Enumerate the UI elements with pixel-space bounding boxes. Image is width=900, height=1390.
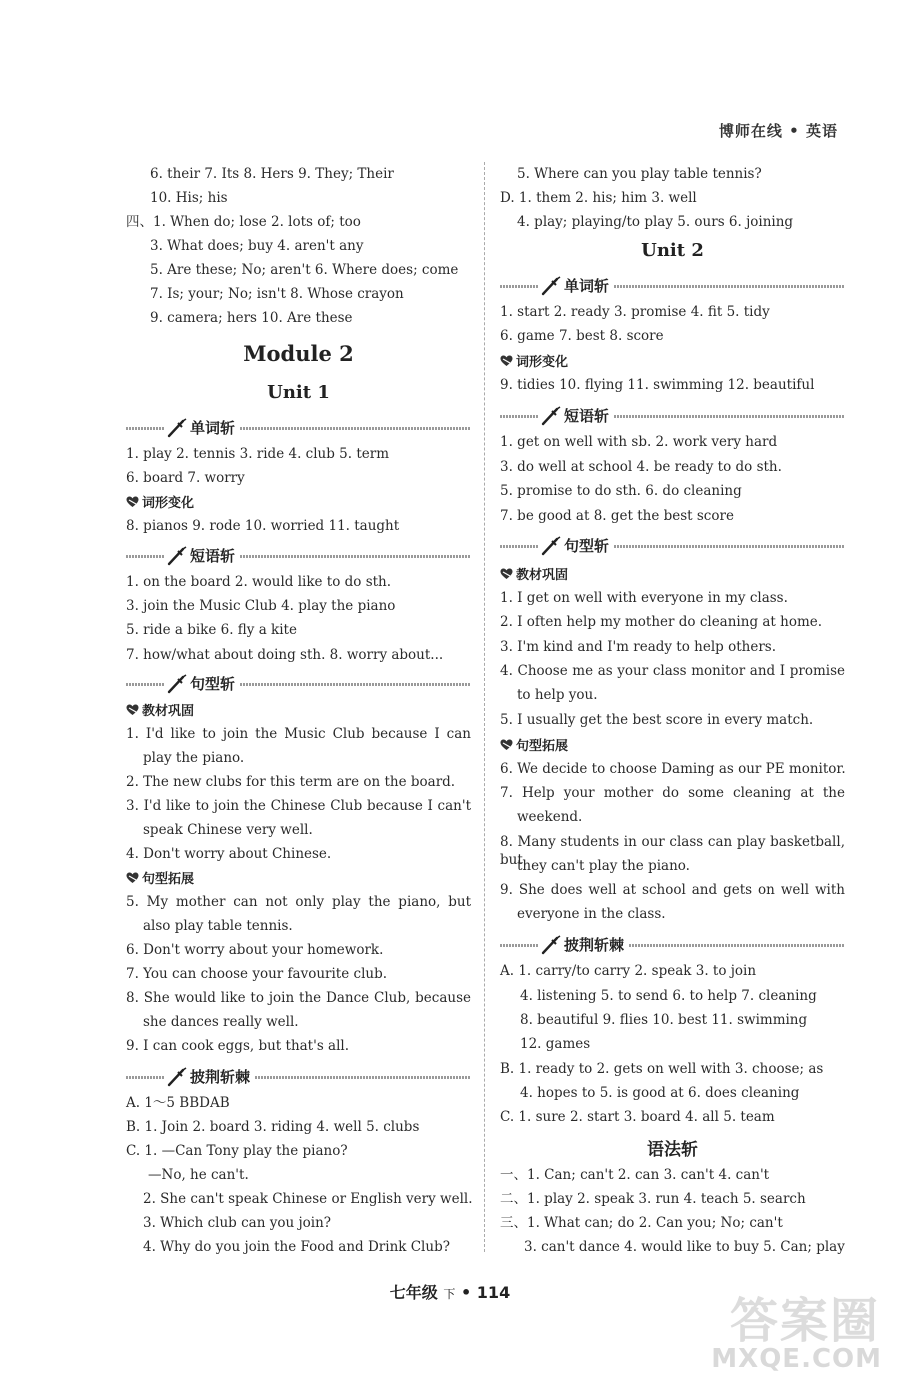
- grammar-heading: 语法斩: [647, 1140, 698, 1160]
- watermark: [711, 1282, 886, 1382]
- answer-line: 3. do well at school 4. be ready to do sth.: [500, 459, 782, 475]
- watermark-url: MXQE.COM: [711, 1344, 882, 1374]
- section-heading: [126, 545, 471, 567]
- answer-line: 4. Don't worry about Chinese.: [126, 846, 332, 862]
- subsection-heading: [126, 868, 194, 887]
- section-heading: [500, 535, 845, 557]
- answer-line: 7. how/what about doing sth. 8. worry about...: [126, 647, 444, 663]
- answer-line: 1. get on well with sb. 2. work very hard: [500, 434, 778, 450]
- section-label-text: 披荆斩棘: [564, 936, 625, 954]
- subsection-label: 教材巩固: [142, 704, 195, 719]
- heart-icon: [500, 739, 513, 751]
- section-heading: [126, 417, 471, 439]
- answer-line: she dances really well.: [143, 1014, 299, 1030]
- heart-icon: [126, 872, 139, 884]
- answer-line: 9. She does well at school and gets on well with: [500, 882, 845, 898]
- answer-line: 4. hopes to 5. is good at 6. does cleaning: [520, 1085, 800, 1101]
- footer-dot: •: [460, 1283, 472, 1302]
- answer-line: C. 1. sure 2. start 3. board 4. all 5. team: [500, 1109, 775, 1125]
- section-heading: [500, 405, 845, 427]
- header-dot: •: [789, 122, 800, 140]
- section-label: [164, 1066, 255, 1087]
- answer-line: 3. Which club can you join?: [143, 1215, 332, 1231]
- footer-grade: 七年级: [389, 1283, 438, 1302]
- header-subject: 英语: [805, 122, 838, 140]
- section-label: [164, 545, 240, 566]
- answer-line: 12. games: [520, 1036, 591, 1052]
- sword-icon: [540, 276, 562, 296]
- section-label: [538, 535, 614, 556]
- answer-line: 7. be good at 8. get the best score: [500, 508, 734, 524]
- answer-line: 9. camera; hers 10. Are these: [150, 310, 353, 326]
- page-number: 114: [476, 1283, 511, 1302]
- answer-line: to help you.: [517, 687, 598, 703]
- answer-line: 1. play 2. tennis 3. ride 4. club 5. term: [126, 446, 389, 462]
- subsection-heading: [500, 351, 568, 370]
- answer-line: 7. Is; your; No; isn't 8. Whose crayon: [150, 286, 404, 302]
- subsection-label: 句型拓展: [516, 739, 569, 754]
- section-label-text: 披荆斩棘: [190, 1068, 251, 1086]
- section-label-text: 单词斩: [564, 277, 610, 295]
- sword-icon: [166, 1067, 188, 1087]
- section-heading: [500, 934, 845, 956]
- answer-line: 9. tidies 10. flying 11. swimming 12. beautiful: [500, 377, 815, 393]
- answer-line: they can't play the piano.: [517, 858, 690, 874]
- subsection-heading: [126, 492, 194, 511]
- unit-title: Unit 2: [641, 240, 704, 261]
- answer-line: 8. pianos 9. rode 10. worried 11. taught: [126, 518, 400, 534]
- heart-icon: [126, 704, 139, 716]
- answer-line: 5. Are these; No; aren't 6. Where does; come: [150, 262, 459, 278]
- section-label: [164, 417, 240, 438]
- section-label: [538, 405, 614, 426]
- header-brand: 博师在线: [718, 122, 783, 140]
- subsection-label: 词形变化: [142, 496, 195, 511]
- answer-line: 8. Many students in our class can play basketball, but: [500, 834, 845, 868]
- answer-line: weekend.: [517, 809, 583, 825]
- module-title: Module 2: [243, 341, 354, 366]
- answer-line: 3. What does; buy 4. aren't any: [150, 238, 364, 254]
- answer-line: 2. She can't speak Chinese or English very well.: [143, 1191, 473, 1207]
- answer-line: 6. We decide to choose Daming as our PE monitor.: [500, 761, 846, 777]
- sword-icon: [540, 935, 562, 955]
- section-label-text: 单词斩: [190, 419, 236, 437]
- sword-icon: [540, 536, 562, 556]
- answer-line: D. 1. them 2. his; him 3. well: [500, 190, 697, 206]
- answer-line: 二、1. play 2. speak 3. run 4. teach 5. search: [500, 1191, 806, 1207]
- answer-line: 4. Why do you join the Food and Drink Club?: [143, 1239, 450, 1255]
- page-header: [719, 120, 838, 141]
- answer-line: C. 1. —Can Tony play the piano?: [126, 1143, 348, 1159]
- section-label-text: 句型斩: [564, 537, 610, 555]
- answer-line: 10. His; his: [150, 190, 228, 206]
- answer-line: 3. join the Music Club 4. play the piano: [126, 598, 396, 614]
- sword-icon: [166, 418, 188, 438]
- answer-line: 8. beautiful 9. flies 10. best 11. swimming: [520, 1012, 808, 1028]
- answer-line: 3. I'd like to join the Chinese Club because I can't: [126, 798, 471, 814]
- section-label-text: 短语斩: [190, 547, 236, 565]
- answer-line: 5. My mother can not only play the piano, but: [126, 894, 471, 910]
- answer-line: 3. I'm kind and I'm ready to help others.: [500, 639, 776, 655]
- answer-line: 5. promise to do sth. 6. do cleaning: [500, 483, 742, 499]
- answer-line: play the piano.: [143, 750, 245, 766]
- subsection-heading: [126, 700, 194, 719]
- answer-line: 5. Where can you play table tennis?: [517, 166, 762, 182]
- section-label-text: 句型斩: [190, 675, 236, 693]
- answer-line: B. 1. Join 2. board 3. riding 4. well 5. clubs: [126, 1119, 420, 1135]
- section-label: [164, 673, 240, 694]
- answer-line: A. 1～5 BBDAB: [126, 1095, 230, 1111]
- answer-line: 2. I often help my mother do cleaning at home.: [500, 614, 823, 630]
- heart-icon: [126, 496, 139, 508]
- answer-line: 8. She would like to join the Dance Club, because: [126, 990, 471, 1006]
- answer-line: 2. The new clubs for this term are on the board.: [126, 774, 456, 790]
- sword-icon: [166, 674, 188, 694]
- watermark-text: 答案圈: [729, 1293, 880, 1349]
- subsection-label: 教材巩固: [516, 568, 569, 583]
- answer-line: also play table tennis.: [143, 918, 293, 934]
- answer-line: speak Chinese very well.: [143, 822, 313, 838]
- section-heading: [126, 1066, 471, 1088]
- unit-title: Unit 1: [267, 382, 330, 403]
- answer-line: 3. can't dance 4. would like to buy 5. Can; play: [524, 1239, 845, 1255]
- answer-line: A. 1. carry/to carry 2. speak 3. to join: [500, 963, 757, 979]
- answer-line: 1. start 2. ready 3. promise 4. fit 5. tidy: [500, 304, 770, 320]
- answer-line: 4. Choose me as your class monitor and I promise: [500, 663, 845, 679]
- section-label: [538, 275, 614, 296]
- answer-line: 6. Don't worry about your homework.: [126, 942, 384, 958]
- answer-line: 三、1. What can; do 2. Can you; No; can't: [500, 1215, 783, 1231]
- answer-line: 1. on the board 2. would like to do sth.: [126, 574, 392, 590]
- section-heading: [126, 673, 471, 695]
- answer-line: 5. I usually get the best score in every match.: [500, 712, 814, 728]
- answer-line: 4. play; playing/to play 5. ours 6. joining: [517, 214, 794, 230]
- sword-icon: [540, 406, 562, 426]
- subsection-label: 词形变化: [516, 355, 569, 370]
- answer-line: 7. You can choose your favourite club.: [126, 966, 388, 982]
- answer-line: 1. I'd like to join the Music Club because I can: [126, 726, 471, 742]
- footer-term: 下: [443, 1287, 456, 1301]
- answer-line: 6. game 7. best 8. score: [500, 328, 664, 344]
- subsection-label: 句型拓展: [142, 872, 195, 887]
- column-divider: [484, 162, 485, 1252]
- section-label-text: 短语斩: [564, 407, 610, 425]
- answer-line: 5. ride a bike 6. fly a kite: [126, 622, 297, 638]
- answer-line: —No, he can't.: [148, 1167, 249, 1183]
- sword-icon: [166, 546, 188, 566]
- answer-line: 1. I get on well with everyone in my class.: [500, 590, 788, 606]
- subsection-heading: [500, 564, 568, 583]
- answer-line: everyone in the class.: [517, 906, 666, 922]
- heart-icon: [500, 355, 513, 367]
- answer-line: 9. I can cook eggs, but that's all.: [126, 1038, 350, 1054]
- heart-icon: [500, 568, 513, 580]
- answer-line: 一、1. Can; can't 2. can 3. can't 4. can't: [500, 1167, 770, 1183]
- section-heading: [500, 275, 845, 297]
- answer-line: 6. their 7. Its 8. Hers 9. They; Their: [150, 166, 394, 182]
- answer-line: 4. listening 5. to send 6. to help 7. cleaning: [520, 988, 817, 1004]
- answer-line: 6. board 7. worry: [126, 470, 245, 486]
- answer-line: B. 1. ready to 2. gets on well with 3. choose; as: [500, 1061, 824, 1077]
- answer-line: 四、1. When do; lose 2. lots of; too: [126, 214, 361, 230]
- section-label: [538, 934, 629, 955]
- subsection-heading: [500, 735, 568, 754]
- answer-line: 7. Help your mother do some cleaning at the: [500, 785, 845, 801]
